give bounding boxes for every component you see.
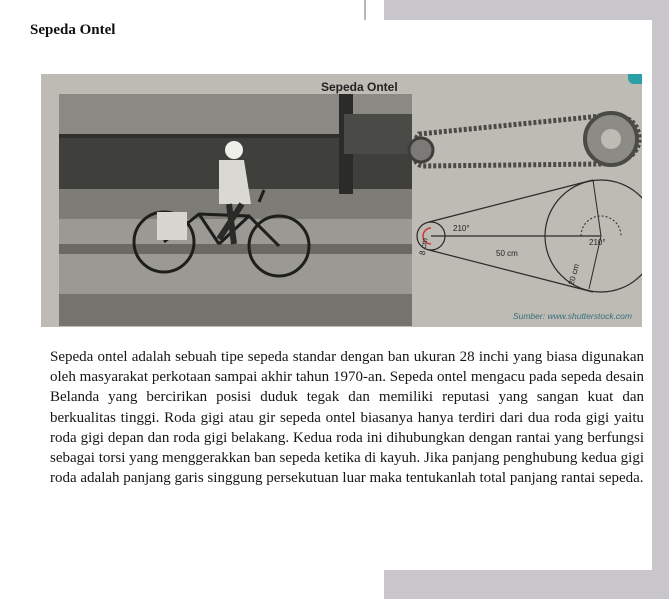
small-radius-label: 8 cm [417, 237, 430, 256]
section-title: Sepeda Ontel [30, 22, 116, 38]
bicycle-photo [59, 94, 412, 326]
angle-label-large: 210° [589, 238, 606, 247]
angle-label-small: 210° [453, 224, 470, 233]
source-link: www.shutterstock.com [547, 311, 632, 321]
figure-source [513, 311, 632, 321]
corner-badge-icon [628, 74, 642, 84]
distance-label: 50 cm [496, 249, 518, 258]
bicycle-photo-illustration [59, 94, 412, 326]
source-prefix: Sumber: [512, 311, 546, 321]
figure-sepeda-ontel [41, 74, 642, 327]
body-paragraph: Sepeda ontel adalah sebuah tipe sepeda standar dengan ban ukuran 28 inchi yang biasa digunakan oleh masyarakat perkotaan sampai akhir tahun 1970-an. Sepeda ontel mengacu pada sepeda desain Belanda yang bercirikan posisi duduk tegak dan memiliki reputasi yang sangan kuat dan berkualitas tinggi. Roda gigi atau gir sepeda ontel biasanya hanya terdiri dari dua roda gigi yaitu roda gigi depan dan roda gigi belakang. Kedua roda ini dihubungkan dengan rantai yang berfungsi sebagai torsi yang menggerakkan ban sepeda ketika di kayuh. Jika panjang penghubung kedua gigi roda adalah panjang garis singgung persekutuan luar maka tentukanlah total panjang rantai sepeda. [50, 349, 644, 487]
figure-title: Sepeda Ontel [321, 80, 398, 94]
chain-diagram [401, 94, 642, 324]
large-radius-label: 20 cm [566, 262, 582, 287]
small-sprocket [409, 138, 433, 162]
